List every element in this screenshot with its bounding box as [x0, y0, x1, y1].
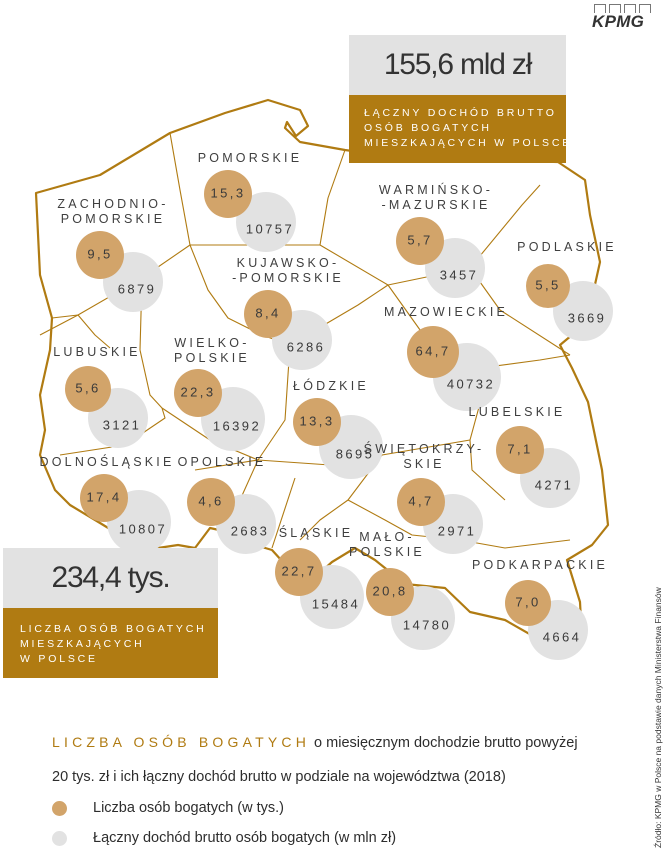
- total-income-box: [349, 35, 573, 163]
- total-count-caption: [3, 608, 218, 678]
- count-value: 8,4: [255, 305, 281, 321]
- total-count-caption-line: LICZBA OSÓB BOGATYCH: [20, 623, 207, 635]
- chart-title: [52, 732, 632, 785]
- income-value: 6879: [117, 281, 157, 297]
- title-accent: LICZBA OSÓB BOGATYCH: [52, 734, 311, 750]
- income-value: 10807: [118, 521, 168, 537]
- region-label: ŚWIĘTOKRZY-: [363, 442, 485, 456]
- region-label: KUJAWSKO-: [236, 256, 340, 270]
- total-count-box: [3, 548, 218, 678]
- legend-label: Liczba osób bogatych (w tys.): [93, 800, 285, 816]
- legend-gold-dot: [52, 801, 67, 816]
- count-value: 9,5: [87, 246, 113, 262]
- count-value: 5,7: [407, 232, 433, 248]
- legend-grey-dot: [52, 831, 67, 846]
- count-value: 20,8: [372, 583, 408, 599]
- income-value: 15484: [311, 596, 361, 612]
- count-value: 64,7: [415, 343, 451, 359]
- income-value: 6286: [286, 339, 326, 355]
- count-value: 22,7: [281, 563, 317, 579]
- income-value: 3121: [102, 417, 142, 433]
- legend-label: Łączny dochód brutto osób bogatych (w mln zł): [93, 830, 397, 846]
- count-value: 22,3: [180, 384, 216, 400]
- region-label: PODLASKIE: [517, 240, 617, 254]
- region-label: POLSKIE: [349, 545, 425, 559]
- kpmg-logo: [592, 4, 658, 38]
- income-value: 3669: [567, 310, 607, 326]
- region-label: SKIE: [403, 457, 445, 471]
- region-label: ŁÓDZKIE: [293, 379, 369, 393]
- kpmg-logo-text: KPMG: [592, 12, 645, 31]
- count-value: 17,4: [86, 489, 122, 505]
- region-label: LUBUSKIE: [53, 345, 141, 359]
- region-label: -MAZURSKIE: [381, 198, 491, 212]
- income-value: 10757: [245, 221, 295, 237]
- total-income-caption: [349, 95, 573, 163]
- title-line2: 20 tys. zł i ich łączny dochód brutto w podziale na województwa (2018): [52, 769, 506, 785]
- region-label: LUBELSKIE: [468, 405, 566, 419]
- source-note: Źródło: KPMG w Polsce na podstawie danych Ministerstwa Finansów: [653, 587, 663, 848]
- income-value: 14780: [402, 617, 452, 633]
- total-income-caption-line: ŁĄCZNY DOCHÓD BRUTTO: [364, 107, 557, 119]
- count-value: 15,3: [210, 185, 246, 201]
- region-label: WARMIŃSKO-: [378, 183, 494, 197]
- income-value: 16392: [212, 418, 262, 434]
- count-value: 5,5: [535, 277, 561, 293]
- total-count-value: 234,4 tys.: [3, 548, 218, 608]
- region-label: WIELKO-: [174, 336, 250, 350]
- total-income-value: 155,6 mld zł: [349, 35, 566, 95]
- income-value: 3457: [439, 267, 479, 283]
- count-value: 4,6: [198, 493, 224, 509]
- income-value: 2683: [230, 523, 270, 539]
- income-value: 2971: [437, 523, 477, 539]
- region-label: ZACHODNIO-: [57, 197, 169, 211]
- count-value: 4,7: [408, 493, 434, 509]
- total-count-caption-line: MIESZKAJĄCYCH: [20, 638, 145, 650]
- income-value: 40732: [446, 376, 496, 392]
- region-label: POMORSKIE: [197, 151, 303, 165]
- count-value: 7,0: [515, 594, 541, 610]
- region-label: DOLNOŚLĄSKIE: [39, 455, 175, 469]
- count-value: 5,6: [75, 380, 101, 396]
- count-value: 13,3: [299, 413, 335, 429]
- income-value: 8695: [335, 446, 375, 462]
- region-label: -POMORSKIE: [232, 271, 344, 285]
- region-label: OPOLSKIE: [177, 455, 267, 469]
- income-value: 4271: [534, 477, 574, 493]
- region-label: ŚLĄSKIE: [278, 526, 354, 540]
- region-label: PODKARPACKIE: [471, 558, 609, 572]
- region-label: POMORSKIE: [60, 212, 166, 226]
- legend-item-count: [52, 800, 284, 816]
- count-value: 7,1: [507, 441, 533, 457]
- income-value: 4664: [542, 629, 582, 645]
- region-label: MAŁO-: [359, 530, 415, 544]
- total-count-caption-line: W POLSCE: [20, 653, 98, 665]
- region-label: POLSKIE: [174, 351, 250, 365]
- region-label: MAZOWIECKIE: [383, 305, 509, 319]
- legend-item-income: [52, 830, 396, 846]
- total-income-caption-line: MIESZKAJĄCYCH W POLSCE: [364, 137, 573, 149]
- title-rest: o miesięcznym dochodzie brutto powyżej: [314, 735, 578, 751]
- total-income-caption-line: OSÓB BOGATYCH: [364, 122, 492, 134]
